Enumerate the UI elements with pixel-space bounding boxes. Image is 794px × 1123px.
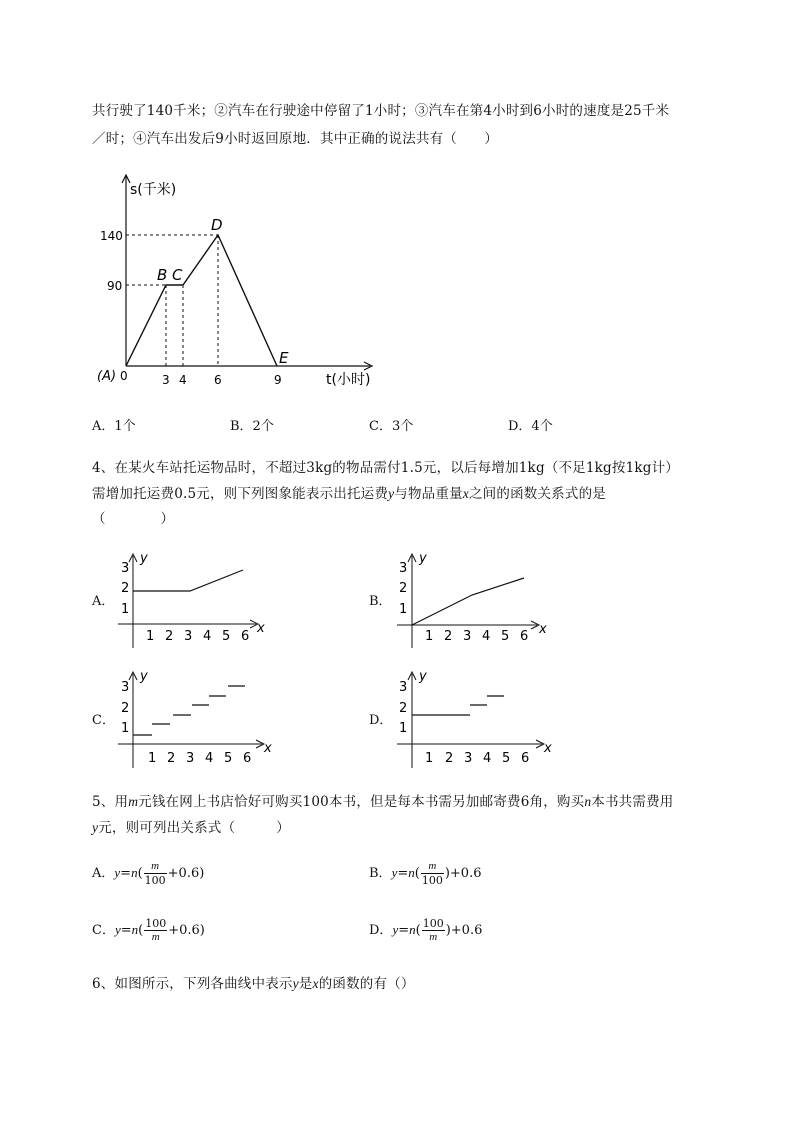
svg-text:y: y	[140, 669, 148, 684]
svg-text:2: 2	[167, 751, 176, 766]
svg-text:1: 1	[148, 751, 157, 766]
svg-text:4: 4	[483, 751, 492, 766]
svg-text:1: 1	[399, 721, 408, 736]
q4-option-c-label[interactable]: C．	[92, 713, 115, 728]
q4-option-d-label[interactable]: D．	[369, 713, 393, 728]
q3-point-e: E	[279, 349, 289, 367]
svg-text:1: 1	[121, 721, 130, 736]
svg-text:y: y	[140, 551, 148, 566]
svg-text:y: y	[419, 551, 427, 566]
svg-text:5: 5	[222, 629, 231, 644]
q5-stem-line2: y元，则可列出关系式（ ）	[92, 820, 291, 836]
svg-text:2: 2	[445, 751, 454, 766]
q4-option-b-label[interactable]: B．	[369, 594, 392, 609]
svg-text:2: 2	[165, 629, 174, 644]
q3-stem-line1: 共行驶了140千米；②汽车在行驶途中停留了1小时；③汽车在第4小时到6小时的速度是25千米	[92, 103, 670, 119]
q3-x-tick-9: 9	[274, 373, 282, 387]
q3-x-tick-6: 6	[214, 373, 222, 387]
svg-text:4: 4	[205, 751, 214, 766]
q4-answer-blank: （ ）	[92, 511, 175, 527]
q3-point-c: C	[172, 266, 183, 284]
svg-text:1: 1	[425, 751, 434, 766]
svg-text:6: 6	[520, 629, 529, 644]
q3-origin-label: (A)	[97, 369, 117, 384]
q4-stem-line2: 需增加托运费0.5元，则下列图象能表示出托运费y与物品重量x之间的函数关系式的是	[92, 486, 606, 502]
svg-text:1: 1	[121, 602, 130, 617]
svg-text:3: 3	[121, 561, 130, 576]
svg-text:3: 3	[186, 751, 195, 766]
svg-text:6: 6	[521, 751, 530, 766]
svg-text:4: 4	[482, 629, 491, 644]
q3-x-axis-label: t(小时)	[326, 372, 371, 388]
svg-text:3: 3	[399, 561, 408, 576]
q3-x-tick-0: 0	[120, 369, 128, 383]
q4-option-a-label[interactable]: A．	[92, 594, 115, 609]
svg-text:3: 3	[184, 629, 193, 644]
q3-x-tick-4: 4	[179, 373, 187, 387]
q3-stem-line2: ／时；④汽车出发后9小时返回原地．其中正确的说法共有（ ）	[92, 131, 499, 147]
svg-text:6: 6	[243, 751, 252, 766]
svg-text:5: 5	[224, 751, 233, 766]
svg-text:1: 1	[399, 602, 408, 617]
q5b-fraction: $\frac{m}{100}$	[421, 860, 443, 887]
svg-text:2: 2	[121, 581, 130, 596]
svg-text:4: 4	[203, 629, 212, 644]
q4-stem-line1: 4、在某火车站托运物品时，不超过3kg的物品需付1.5元，以后每增加1kg（不足1kg按1kg计）	[92, 460, 680, 476]
svg-text:3: 3	[121, 680, 130, 695]
svg-text:2: 2	[399, 701, 408, 716]
q3-option-d[interactable]: D．4个	[508, 419, 553, 434]
q3-y-tick-140: 140	[100, 229, 123, 243]
svg-text:1: 1	[425, 629, 434, 644]
svg-text:y: y	[419, 669, 427, 684]
svg-text:3: 3	[399, 680, 408, 695]
svg-text:x: x	[264, 741, 272, 756]
svg-text:x: x	[544, 741, 552, 756]
svg-text:3: 3	[463, 629, 472, 644]
q3-point-d: D	[211, 216, 223, 234]
q6-stem: 6、如图所示，下列各曲线中表示y是x的函数的有（）	[92, 976, 415, 992]
q3-y-tick-90: 90	[107, 279, 123, 293]
q3-option-b[interactable]: B．2个	[230, 419, 274, 434]
q5d-fraction: $\frac{100}{m}$	[422, 917, 444, 943]
svg-text:2: 2	[121, 701, 130, 716]
q5c-fraction: $\frac{100}{m}$	[145, 917, 167, 943]
q5-option-b[interactable]: B．y=n( $\frac{m}{100}$ )+0.6	[369, 860, 482, 887]
svg-text:6: 6	[241, 629, 250, 644]
q5a-fraction: $\frac{m}{100}$	[144, 860, 166, 887]
q3-option-c[interactable]: C．3个	[369, 419, 414, 434]
svg-text:x: x	[539, 622, 547, 637]
svg-text:2: 2	[399, 581, 408, 596]
q3-point-b: B	[157, 266, 168, 284]
q5-option-c[interactable]: C．y=n( $\frac{100}{m}$ +0.6)	[92, 917, 205, 943]
q3-x-tick-3: 3	[162, 373, 170, 387]
q3-option-a[interactable]: A．1个	[92, 419, 136, 434]
svg-text:3: 3	[464, 751, 473, 766]
q5-stem-line1: 5、用m元钱在网上书店恰好可购买100本书，但是每本书需另加邮寄费6角，购买n本书共需费用	[92, 794, 674, 810]
svg-text:5: 5	[502, 751, 511, 766]
svg-text:1: 1	[146, 629, 155, 644]
svg-text:2: 2	[444, 629, 453, 644]
q3-y-axis-label: s(千米)	[130, 182, 177, 198]
svg-text:5: 5	[501, 629, 510, 644]
q5-option-a[interactable]: A．y=n( $\frac{m}{100}$ +0.6)	[92, 860, 205, 887]
q5-option-d[interactable]: D．y=n( $\frac{100}{m}$ )+0.6	[369, 917, 483, 943]
svg-text:x: x	[257, 621, 265, 636]
